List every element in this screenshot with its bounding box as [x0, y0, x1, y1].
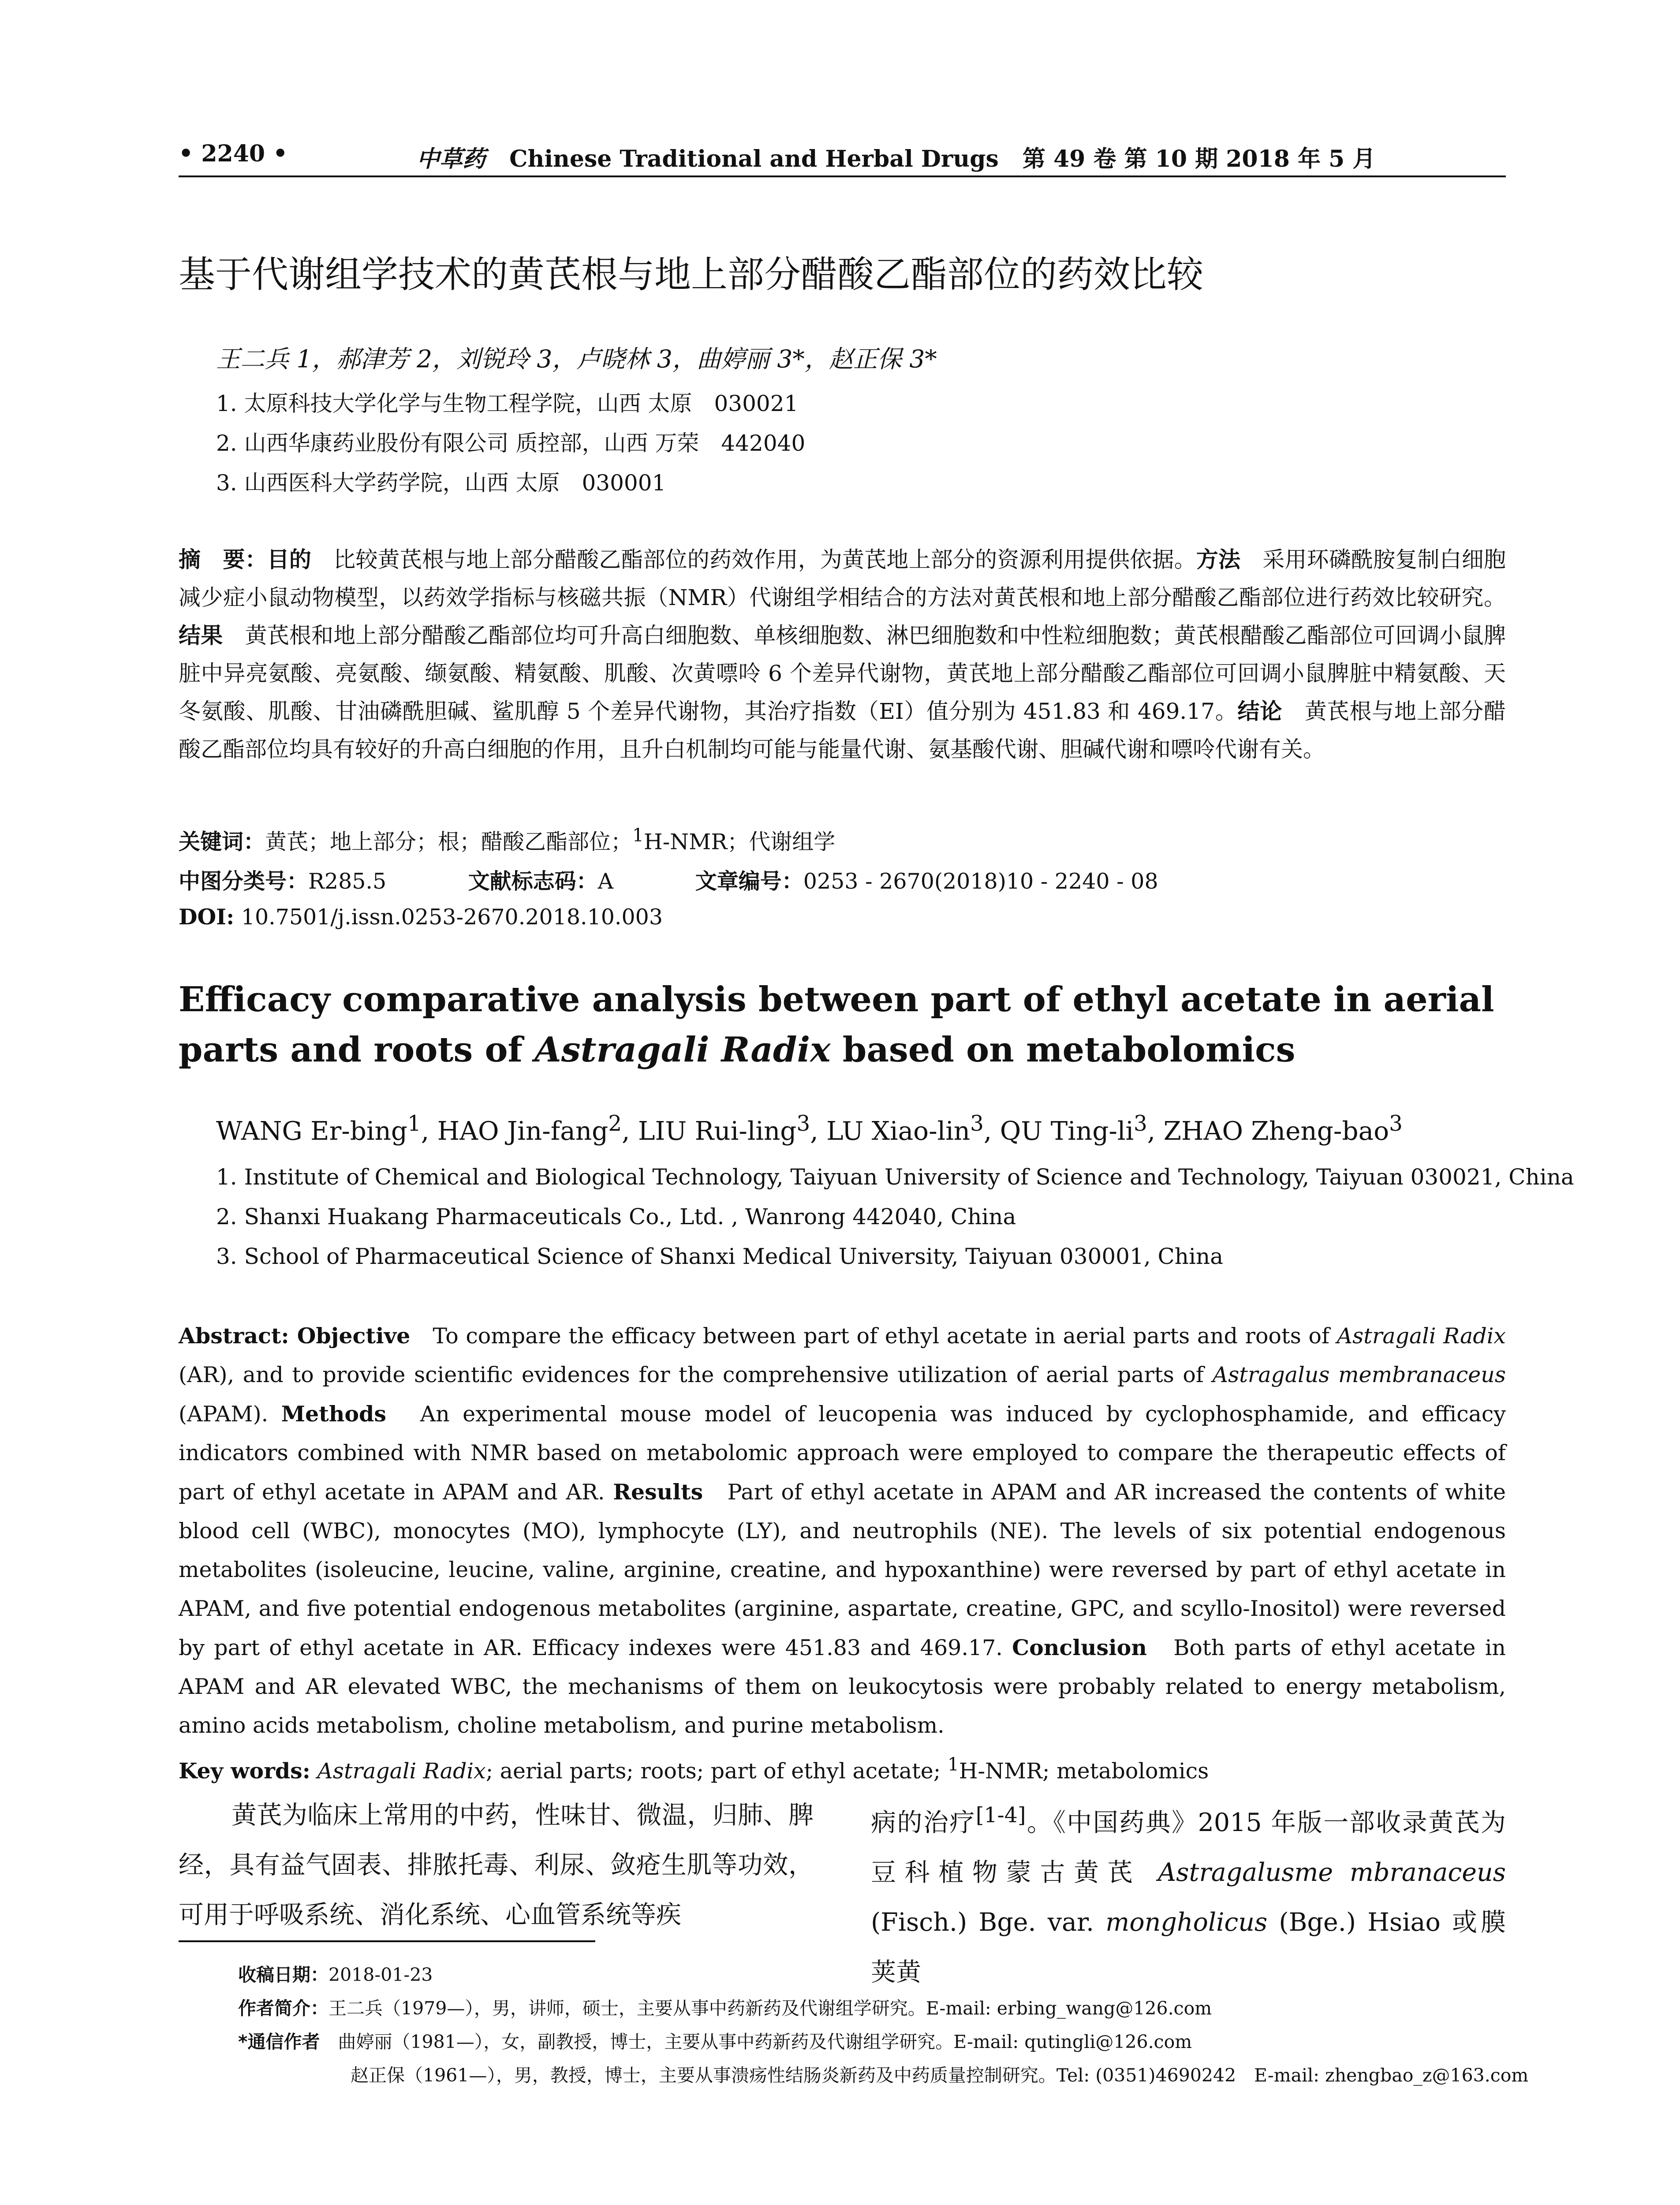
conclusion-text-cn: 黄芪根与地上部分醋酸乙酯部位均具有较好的升高白细胞的作用，且升白机制均可能与能量代谢、氨基酸代谢、胆碱代谢和嘌呤代谢有关。 [179, 699, 1506, 762]
objective-text-en-2: (AR), and to provide scientific evidences for the comprehensive utilization of aerial parts of [179, 1362, 1213, 1387]
clc-label: 中图分类号： [179, 869, 309, 894]
body-text-3: (Fisch.) Bge. var. [871, 1908, 1106, 1937]
abstract-label-cn: 摘 要： [179, 547, 267, 572]
affiliation-cn-3: 3. 山西医科大学药学院，山西 太原 030001 [216, 470, 666, 496]
keywords-cn [179, 825, 835, 856]
keywords-label-cn: 关键词： [179, 829, 265, 855]
keywords-text-cn-2: H-NMR；代谢组学 [644, 829, 836, 855]
body-text: 病的治疗 [871, 1808, 976, 1837]
affiliation-cn-2: 2. 山西华康药业股份有限公司 质控部，山西 万荣 442040 [216, 430, 806, 456]
doi-value: 10.7501/j.issn.0253-2670.2018.10.003 [234, 904, 663, 930]
author-en: HAO Jin-fang [437, 1116, 609, 1146]
body-text-2: 。《中国药典》2015 年版一部收录黄芪为豆科植物蒙古黄芪 [871, 1808, 1506, 1887]
article-no-label: 文章编号： [695, 869, 803, 894]
keywords-text-en-2: H-NMR; metabolomics [959, 1758, 1209, 1784]
header-rule [179, 176, 1506, 177]
article-no-value: 0253 - 2670(2018)10 - 2240 - 08 [803, 869, 1158, 894]
author-bio: 王二兵（1979—），男，讲师，硕士，主要从事中药新药及代谢组学研究。E-mail: erbing_wang@126.com [329, 1998, 1212, 2019]
title-en [179, 975, 1506, 1075]
running-header [179, 140, 1506, 172]
methods-label-cn: 方法 [1196, 547, 1241, 572]
corresponding-author-1: 曲婷丽（1981—），女，副教授，博士，主要从事中药新药及代谢组学研究。E-mail: qutingli@126.com [320, 2031, 1192, 2052]
author-en: QU Ting-li [1000, 1116, 1134, 1146]
keywords-sup-en: 1 [947, 1754, 959, 1775]
page-number: • 2240 • [179, 140, 288, 167]
body-italic-2: mongholicus [1105, 1908, 1268, 1937]
abstract-cn [179, 541, 1506, 768]
author-sup: 3 [1389, 1111, 1403, 1136]
objective-text-en-3: (APAM). [179, 1401, 281, 1427]
journal-line [417, 140, 1375, 173]
footnote-received [238, 1958, 1508, 1992]
body-text-4: (Bge.) Hsiao 或膜荚黄 [871, 1908, 1506, 1987]
author-en: LU Xiao-lin [826, 1116, 971, 1146]
methods-text-en: An experimental mouse model of leucopenia was induced by cyclophosphamide, and efficacy indicators combined with NMR based on metabolomic approach were employed to compare the therapeutic effects of part of ethyl acetate in APAM and AR. [179, 1401, 1506, 1505]
objective-label-cn: 目的 [267, 547, 312, 572]
footnote-rule [179, 1940, 595, 1942]
objective-italic-en-2: Astragalus membranaceus [1212, 1362, 1506, 1387]
journal-name-en: Chinese Traditional and Herbal Drugs [509, 146, 999, 172]
affiliation-en-2: 2. Shanxi Huakang Pharmaceuticals Co., Ltd. , Wanrong 442040, China [216, 1204, 1016, 1230]
author-en: WANG Er-bing [216, 1116, 407, 1146]
doc-code-label: 文献标志码： [468, 869, 598, 894]
author-en: LIU Rui-ling [638, 1116, 797, 1146]
footnote-author [238, 1992, 1508, 2025]
keywords-sup-cn: 1 [632, 825, 644, 846]
methods-label-en: Methods [281, 1401, 386, 1427]
keywords-label-en: Key words: [179, 1758, 310, 1784]
body-italic: Astragalusme mbranaceus [1158, 1858, 1506, 1887]
conclusion-label-en: Conclusion [1012, 1635, 1147, 1660]
author-sup: 2 [608, 1111, 622, 1136]
author-sup: 3 [1134, 1111, 1147, 1136]
corresponding-author-2: 赵正保（1961—），男，教授，博士，主要从事溃疡性结肠炎新药及中药质量控制研究。Tel: (0351)4690242 E-mail: zhengbao_z@163.com [351, 2065, 1529, 2086]
author-sup: 3 [796, 1111, 810, 1136]
received-date: 2018-01-23 [329, 1964, 433, 1985]
title-en-part2: based on metabolomics [830, 1030, 1295, 1070]
affiliation-en-3: 3. School of Pharmaceutical Science of Shanxi Medical University, Taiyuan 030001, China [216, 1244, 1224, 1269]
authors-cn: 王二兵 1，郝津芳 2，刘锐玲 3，卢晓林 3，曲婷丽 3*，赵正保 3* [216, 345, 937, 373]
conclusion-text-en: Both parts of ethyl acetate in APAM and AR elevated WBC, the mechanisms of them on leukocytosis were probably related to energy metabolism, amino acids metabolism, choline metabolism, and purine metabolism. [179, 1635, 1506, 1738]
author-sup: 3 [970, 1111, 984, 1136]
abstract-en [179, 1316, 1506, 1790]
title-cn: 基于代谢组学技术的黄芪根与地上部分醋酸乙酯部位的药效比较 [179, 253, 1203, 296]
conclusion-label-cn: 结论 [1237, 699, 1283, 724]
classification-line [179, 864, 1158, 895]
author-bio-label: 作者简介： [238, 1998, 329, 2019]
results-text-en: Part of ethyl acetate in APAM and AR increased the contents of white blood cell (WBC), monocytes (MO), lymphocyte (LY), and neutrophils (NE). The levels of six potential endogenous metabolites (isoleucine, leucine, valine, arginine, creatine, and hypoxanthine) were reversed by part of ethyl acetate in APAM, and five potential endogenous metabolites (arginine, aspartate, creatine, GPC, and scyllo-Inositol) were reversed by part of ethyl acetate in AR. Efficacy indexes were 451.83 and 469.17. [179, 1480, 1506, 1660]
corresponding-label: *通信作者 [238, 2031, 320, 2052]
affiliation-cn-1: 1. 太原科技大学化学与生物工程学院，山西 太原 030021 [216, 391, 799, 416]
received-label: 收稿日期： [238, 1964, 329, 1985]
author-en: ZHAO Zheng-bao [1163, 1116, 1389, 1146]
doi-label: DOI: [179, 904, 235, 930]
keywords-text-cn: 黄芪；地上部分；根；醋酸乙酯部位； [265, 829, 633, 855]
doc-code-value: A [597, 869, 614, 894]
citation-ref: [1-4] [975, 1803, 1026, 1828]
author-sup: 1 [407, 1111, 421, 1136]
objective-text-en: To compare the efficacy between part of ethyl acetate in aerial parts and roots of [410, 1323, 1337, 1349]
keywords-text-en: ; aerial parts; roots; part of ethyl acetate; [485, 1758, 948, 1784]
title-en-italic: Astragali Radix [534, 1030, 831, 1070]
footnotes [238, 1958, 1529, 2092]
clc-value: R285.5 [308, 869, 387, 894]
title-en-part1: Efficacy comparative analysis between part of ethyl acetate in aerial parts and roots of [179, 979, 1494, 1070]
keywords-italic-en: Astragali Radix [310, 1758, 486, 1784]
objective-text-cn: 比较黄芪根与地上部分醋酸乙酯部位的药效作用，为黄芪地上部分的资源利用提供依据。 [311, 547, 1196, 572]
results-label-cn: 结果 [179, 623, 223, 648]
results-text-cn: 黄芪根和地上部分醋酸乙酯部位均可升高白细胞数、单核细胞数、淋巴细胞数和中性粒细胞数；黄芪根醋酸乙酯部位可回调小鼠脾脏中异亮氨酸、亮氨酸、缬氨酸、精氨酸、肌酸、次黄嘌呤 6 个差异代谢物，黄芪地上部分醋酸乙酯部位可回调小鼠脾脏中精氨酸、天冬氨酸、肌酸、甘油磷酰胆碱、鲨肌醇 5 个差异代谢物，其治疗指数（EI）值分别为 451.83 和 469.17。 [179, 623, 1506, 724]
abstract-label-en: Abstract: Objective [179, 1323, 411, 1349]
affiliation-en-1: 1. Institute of Chemical and Biological Technology, Taiyuan University of Science and Technology, Taiyuan 030021, China [216, 1164, 1574, 1190]
footnote-corresponding-2 [238, 2059, 1529, 2092]
issue-info: 第 49 卷 第 10 期 2018 年 5 月 [1022, 146, 1376, 172]
authors-en: WANG Er-bing$^1$, HAO Jin-fang$^2$, LIU Rui-ling$^3$, LU Xiao-lin$^3$, QU Ting-$li^3$, ZHAO Zheng-bao$^3$ [216, 1111, 1403, 1146]
doi-line [179, 904, 663, 930]
body-column-left: 黄芪为临床上常用的中药，性味甘、微温，归肺、脾经，具有益气固表、排脓托毒、利尿、敛疮生肌等功效，可用于呼吸系统、消化系统、心血管系统等疾 [179, 1801, 814, 1929]
footnote-corresponding [238, 2025, 1508, 2059]
journal-name-cn: 中草药 [417, 146, 486, 172]
results-label-en: Results [613, 1479, 703, 1505]
objective-italic-en: Astragali Radix [1337, 1323, 1506, 1349]
methods-text-cn: 采用环磷酰胺复制白细胞减少症小鼠动物模型，以药效学指标与核磁共振（NMR）代谢组学相结合的方法对黄芪根和地上部分醋酸乙酯部位进行药效比较研究。 [179, 547, 1506, 610]
